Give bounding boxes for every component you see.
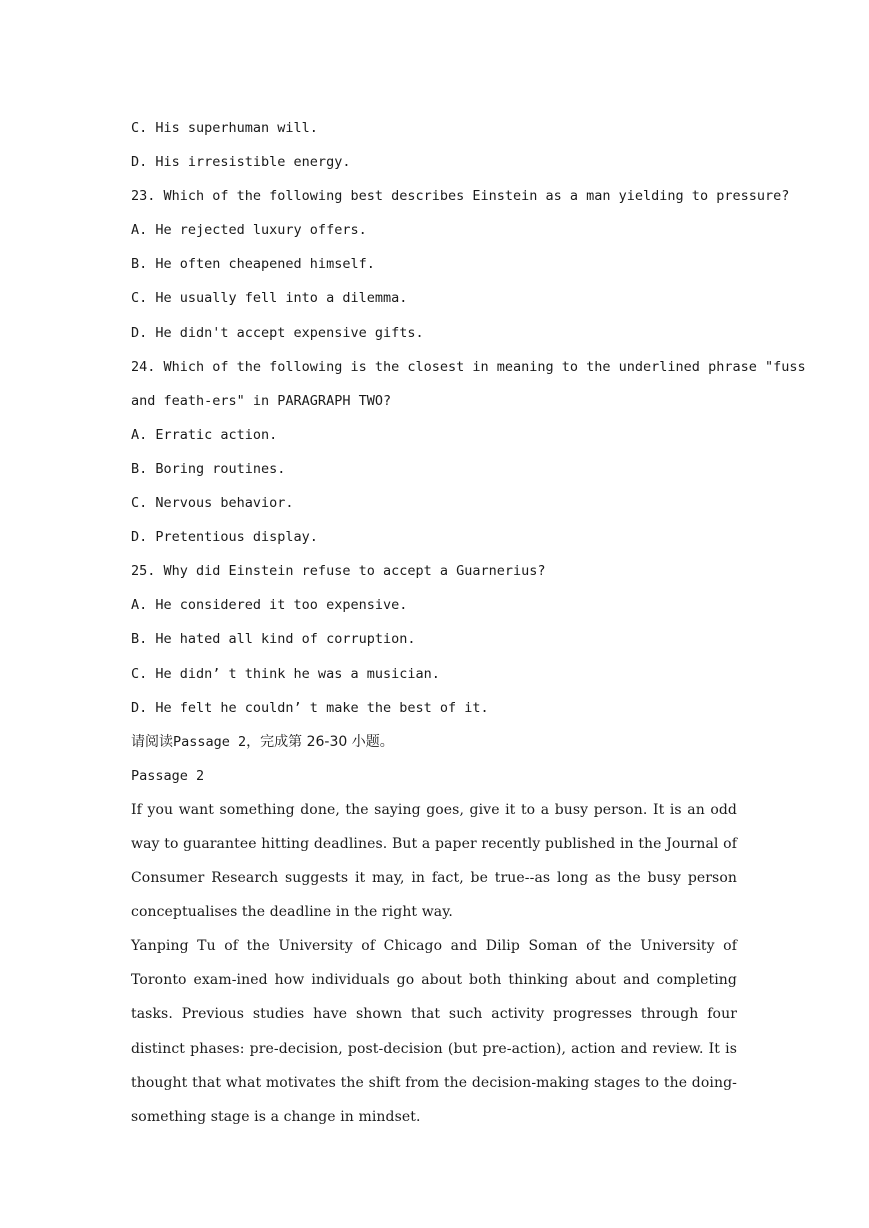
q24-option-b: B. Boring routines. — [131, 460, 286, 477]
q24-stem-line1: 24. Which of the following is the closest in meaning to the underlined phrase "fuss — [131, 358, 806, 375]
q22-option-d: D. His irresistible energy. — [131, 154, 351, 171]
q23-option-c: C. He usually fell into a dilemma. — [131, 290, 408, 307]
passage-paragraph-2: Yanping Tu of the University of Chicago and Dilip Soman of the University of Toronto exam-ined how individuals go about both thinking about and completing tasks. Previous studies have shown that such activity progresses through four distinct phases: pre-decision, post-decision (but pre-action), action and review. It is thought that what motivates the shift from the decision-making stages to the doing-something stage is a change in mindset. — [131, 938, 737, 1125]
instruction-passage: Passage 2 — [173, 733, 247, 750]
passage-title: Passage 2 — [131, 767, 205, 784]
q25-stem: 25. Why did Einstein refuse to accept a Guarnerius? — [131, 563, 546, 580]
q24-option-d: D. Pretentious display. — [131, 529, 318, 546]
q25-option-d: D. He felt he couldn’ t make the best of it. — [131, 699, 489, 716]
instruction-prefix: 请阅读 — [131, 733, 173, 750]
q25-option-a: A. He considered it too expensive. — [131, 597, 408, 614]
q25-option-b: B. He hated all kind of corruption. — [131, 631, 416, 648]
q23-option-d: D. He didn't accept expensive gifts. — [131, 324, 424, 341]
q25-option-c: C. He didn’ t think he was a musician. — [131, 665, 440, 682]
q24-option-a: A. Erratic action. — [131, 426, 278, 443]
q22-option-c: C. His superhuman will. — [131, 120, 318, 136]
q23-stem: 23. Which of the following best describes Einstein as a man yielding to pressure? — [131, 188, 790, 205]
q24-stem-line2: and feath-ers" in PARAGRAPH TWO? — [131, 392, 392, 409]
q23-option-a: A. He rejected luxury offers. — [131, 222, 367, 239]
reading-instruction — [131, 725, 737, 759]
document-page — [131, 111, 806, 1134]
q23-option-b: B. He often cheapened himself. — [131, 256, 375, 273]
instruction-suffix: ，完成第 26-30 小题。 — [246, 733, 394, 750]
q24-option-c: C. Nervous behavior. — [131, 495, 294, 512]
passage-paragraph-1: If you want something done, the saying goes, give it to a busy person. It is an odd way to guarantee hitting deadlines. But a paper recently published in the Journal of Consumer Research suggests it may, in fact, be true--as long as the busy person conceptualises the deadline in the right way. — [131, 801, 737, 921]
